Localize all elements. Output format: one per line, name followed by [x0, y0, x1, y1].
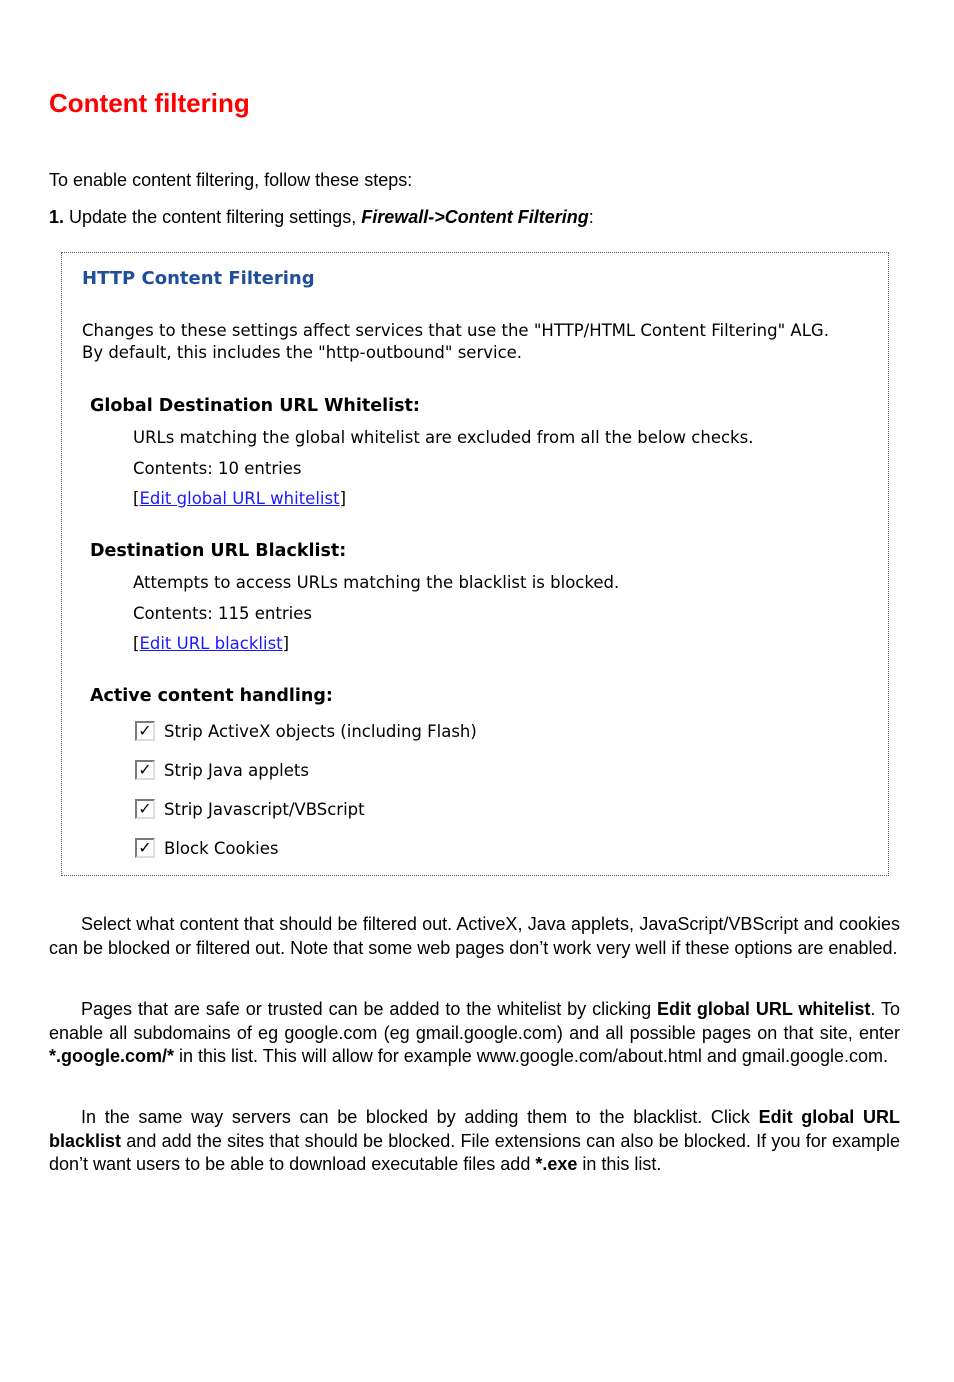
option-label: Block Cookies	[164, 838, 279, 858]
whitelist-description: URLs matching the global whitelist are excluded from all the below checks.	[133, 428, 754, 447]
exe-example: *.exe	[535, 1154, 578, 1175]
paragraph-blacklist: In the same way servers can be blocked by adding them to the blacklist. Click Edit global URL blacklist and add the sites that should be blocked. File extensions can also be blocked. If you for example don’t want users to be able to download executable files add *.exe in this list.	[49, 1107, 900, 1175]
checkbox-strip-java-applets[interactable]: ✓	[135, 760, 155, 780]
step-suffix: :	[588, 207, 594, 227]
blacklist-link-line: [Edit URL blacklist]	[133, 634, 290, 653]
panel-title: HTTP Content Filtering	[82, 268, 315, 289]
active-content-heading: Active content handling:	[90, 686, 333, 706]
intro-text: To enable content filtering, follow these steps:	[49, 170, 413, 190]
paragraph-filtering-options: Select what content that should be filtered out. ActiveX, Java applets, JavaScript/VBScript and cookies can be blocked or filtered out. Note that some web pages don’t work very well if these options are enabled.	[49, 914, 900, 958]
whitelist-contents: Contents: 10 entries	[133, 459, 302, 478]
option-strip-java-applets[interactable]	[135, 758, 309, 782]
whitelist-heading: Global Destination URL Whitelist:	[90, 396, 420, 416]
panel-desc-line-1: Changes to these settings affect services that use the "HTTP/HTML Content Filtering" ALG.	[82, 321, 829, 340]
checkbox-block-cookies[interactable]: ✓	[135, 838, 155, 858]
edit-global-url-whitelist-link[interactable]: Edit global URL whitelist	[139, 489, 340, 508]
step-number: 1.	[49, 207, 65, 227]
paragraph-whitelist: Pages that are safe or trusted can be added to the whitelist by clicking Edit global URL whitelist. To enable all subdomains of eg google.com (eg gmail.google.com) and all possible pages on that site, enter *.google.com/* in this list. This will allow for example www.google.com/about.html and gmail.google.com.	[49, 999, 900, 1067]
panel-desc-line-2: By default, this includes the "http-outbound" service.	[82, 343, 523, 362]
option-label: Strip ActiveX objects (including Flash)	[164, 721, 477, 741]
panel-description	[82, 320, 829, 364]
step-1	[49, 207, 594, 228]
http-content-filtering-screenshot	[61, 252, 889, 876]
option-strip-javascript[interactable]	[135, 797, 365, 821]
step-text: Update the content filtering settings,	[64, 207, 362, 227]
checkbox-strip-activex[interactable]: ✓	[135, 721, 155, 741]
option-strip-activex[interactable]	[135, 719, 477, 743]
wildcard-example: *.google.com/*	[49, 1046, 175, 1067]
edit-url-blacklist-link[interactable]: Edit URL blacklist	[139, 634, 283, 653]
whitelist-link-line: [Edit global URL whitelist]	[133, 489, 347, 508]
checkbox-strip-javascript[interactable]: ✓	[135, 799, 155, 819]
option-label: Strip Javascript/VBScript	[164, 799, 365, 819]
blacklist-button-reference: Edit global URL blacklist	[49, 1107, 900, 1151]
menu-path: Firewall->Content Filtering	[361, 207, 589, 227]
blacklist-description: Attempts to access URLs matching the blacklist is blocked.	[133, 573, 620, 592]
blacklist-contents: Contents: 115 entries	[133, 604, 312, 623]
option-label: Strip Java applets	[164, 760, 309, 780]
option-block-cookies[interactable]	[135, 836, 278, 860]
blacklist-heading: Destination URL Blacklist:	[90, 541, 347, 561]
whitelist-button-reference: Edit global URL whitelist	[657, 999, 871, 1019]
page-title: Content filtering	[49, 88, 250, 118]
